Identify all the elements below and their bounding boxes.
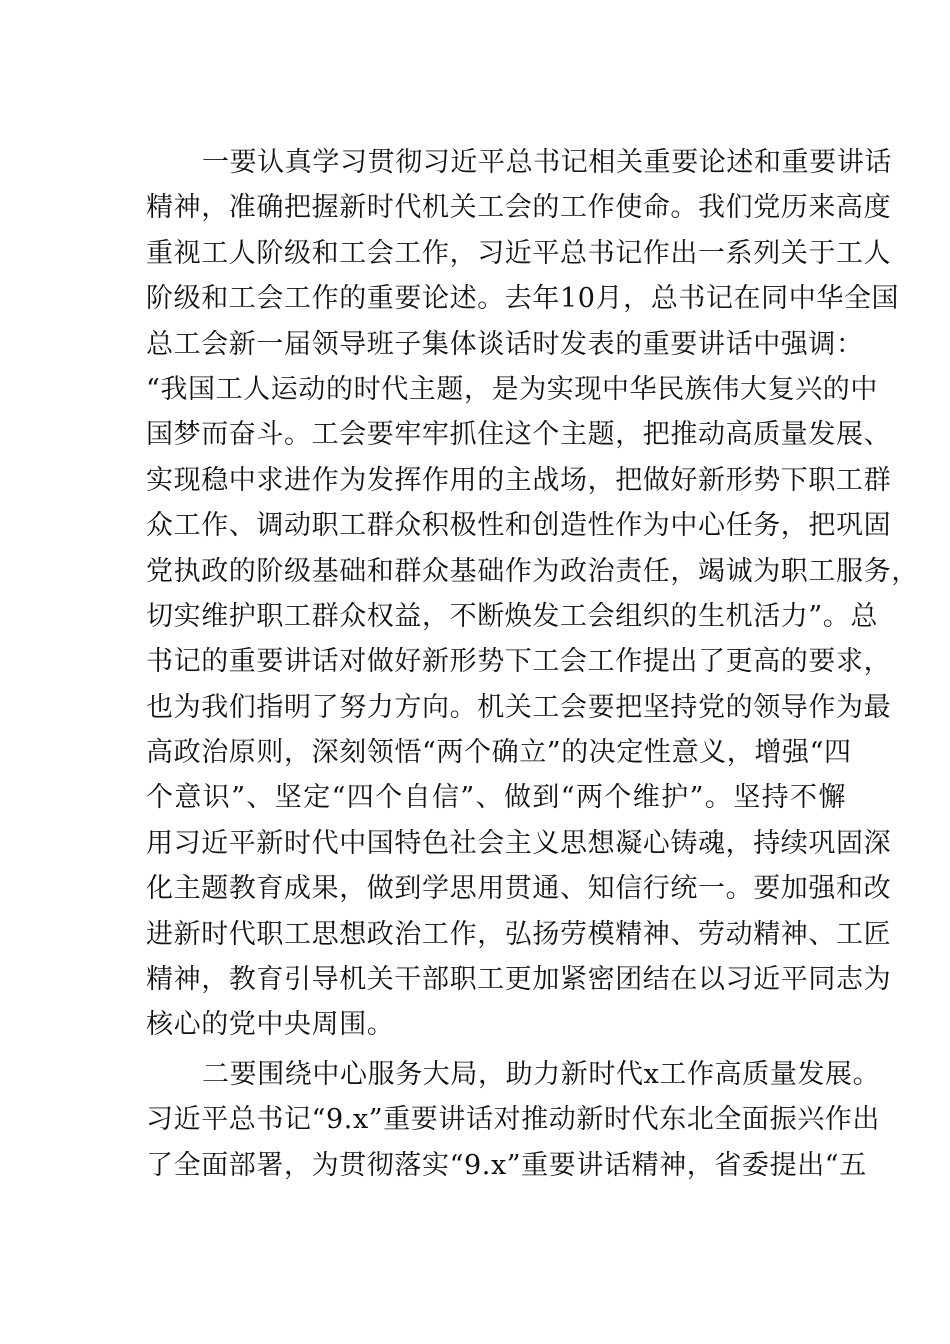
text-line: “我国工人运动的时代主题，是为实现中华民族伟大复兴的中 — [146, 373, 879, 405]
text-line: 精神，教育引导机关干部职工更加紧密团结在以习近平同志为 — [146, 964, 892, 996]
text-line: 阶级和工会工作的重要论述。去年10月，总书记在同中华全国 — [146, 283, 900, 315]
text-line: 重视工人阶级和工会工作，习近平总书记作出一系列关于工人 — [146, 237, 892, 269]
document-body — [146, 140, 919, 1188]
text-line: 书记的重要讲话对做好新形势下工会工作提出了更高的要求， — [146, 646, 892, 678]
paragraph-2 — [146, 1052, 881, 1188]
paragraph-1 — [146, 140, 919, 1048]
text-line: 进新时代职工思想政治工作，弘扬劳模精神、劳动精神、工匠 — [146, 918, 892, 950]
text-line: 国梦而奋斗。工会要牢牢抓住这个主题，把推动高质量发展、 — [146, 419, 892, 451]
text-line: 也为我们指明了努力方向。机关工会要把坚持党的领导作为最 — [146, 691, 892, 723]
text-line: 个意识”、坚定“四个自信”、做到“两个维护”。坚持不懈 — [146, 782, 846, 814]
text-line: 用习近平新时代中国特色社会主义思想凝心铸魂，持续巩固深 — [146, 827, 892, 859]
text-line: 党执政的阶级基础和群众基础作为政治责任，竭诚为职工服务， — [146, 555, 919, 587]
text-line: 一要认真学习贯彻习近平总书记相关重要论述和重要讲话 — [202, 147, 892, 178]
text-line: 核心的党中央周围。 — [146, 1009, 395, 1041]
text-line: 二要围绕中心服务大局，助力新时代x工作高质量发展。 — [202, 1058, 881, 1090]
text-line: 精神，准确把握新时代机关工会的工作使命。我们党历来高度 — [146, 192, 892, 224]
text-line: 了全面部署，为贯彻落实“9.x”重要讲话精神，省委提出“五 — [146, 1149, 867, 1181]
text-line: 总工会新一届领导班子集体谈话时发表的重要讲话中强调： — [146, 328, 864, 360]
text-line: 实现稳中求进作为发挥作用的主战场，把做好新形势下职工群 — [146, 464, 892, 496]
text-line: 习近平总书记“9.x”重要讲话对推动新时代东北全面振兴作出 — [146, 1104, 880, 1136]
text-line: 切实维护职工群众权益，不断焕发工会组织的生机活力”。总 — [146, 600, 879, 632]
text-line: 化主题教育成果，做到学思用贯通、知信行统一。要加强和改 — [146, 873, 892, 905]
text-line: 高政治原则，深刻领悟“两个确立”的决定性意义，增强“四 — [146, 737, 852, 769]
text-line: 众工作、调动职工群众积极性和创造性作为中心任务，把巩固 — [146, 510, 892, 542]
